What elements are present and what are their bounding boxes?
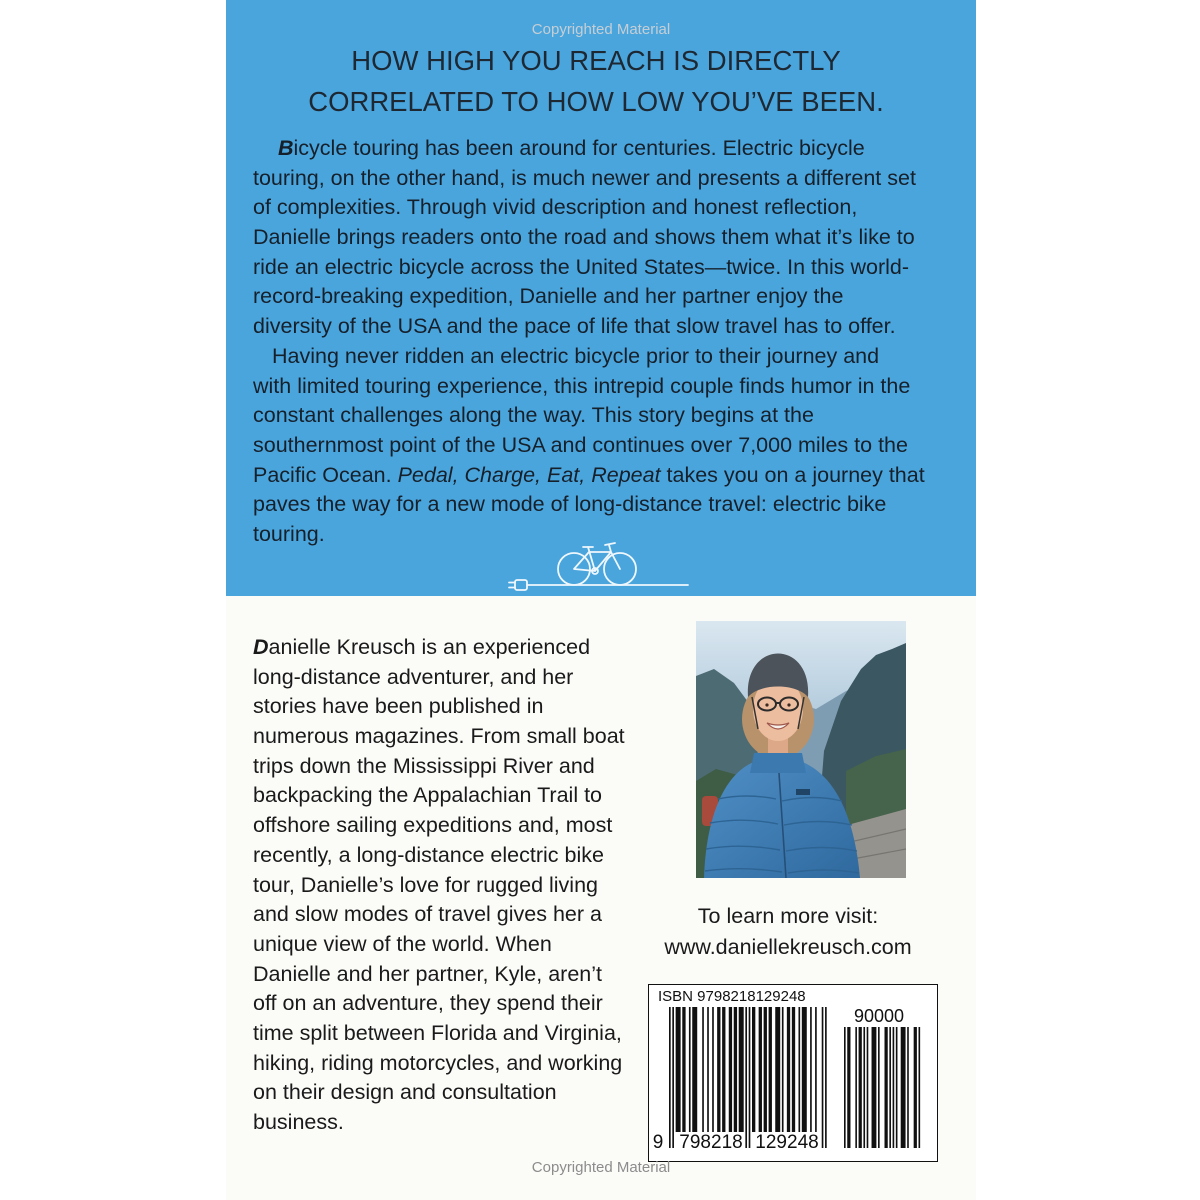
bio-line: recently, a long-distance electric bike [253,842,604,867]
description-line-text: Pacific Ocean. [253,462,398,487]
bio-line: time split between Florida and Virginia, [253,1020,622,1045]
photo-collar [750,753,806,773]
author-bio [253,633,673,1138]
barcode-bar [787,1007,790,1132]
bio-line: Danielle and her partner, Kyle, aren’t [253,961,602,986]
description-line: constant challenges along the way. This story begins at the [253,403,814,428]
bio-line-text: anielle Kreusch is an experienced [268,635,591,659]
barcode-bar [759,1007,762,1132]
bio-line: backpacking the Appalachian Trail to [253,783,603,808]
addon-barcode-bar [847,1027,850,1148]
photo-eye-right [787,703,790,706]
barcode-addon-number: 90000 [854,1006,905,1026]
barcode-right-digits: 129248 [755,1132,819,1153]
bio-line: long-distance adventurer, and her [253,664,574,689]
barcode-bar [769,1007,772,1132]
bio-line: tour, Danielle’s love for rugged living [253,872,598,897]
barcode-bar [689,1007,691,1132]
bio-initial: D [253,635,269,659]
addon-barcode-bar [907,1027,909,1148]
barcode-bar [749,1007,751,1148]
addon-barcode-bar [896,1027,898,1148]
bio-line: numerous magazines. From small boat [253,724,625,749]
description-line: Having never ridden an electric bicycle prior to their journey and [272,343,880,368]
barcode-bar [782,1007,784,1132]
barcode-bar [712,1007,714,1132]
description-initial: B [278,136,294,160]
description-line [253,461,965,491]
book-description [253,134,965,550]
barcode-bar [669,1007,671,1148]
electric-bicycle-plug-icon [505,535,695,595]
headline [226,40,966,122]
addon-barcode-bar [914,1027,917,1148]
bike-frame [574,545,620,571]
addon-barcode-bar [919,1027,921,1148]
copyright-watermark-bottom: Copyrighted Material [531,1159,671,1176]
blurb-panel [226,0,976,596]
author-photo [696,621,906,878]
copyright-watermark-top: Copyrighted Material [531,21,671,38]
barcode-bar [672,1007,674,1148]
addon-barcode-bar [901,1027,906,1148]
description-line: record-breaking expedition, Danielle and her partner enjoy the [253,284,844,309]
bio-line: and slow modes of travel gives her a [253,902,602,927]
description-line: paves the way for a new mode of long-distance travel: electric bike [253,492,887,517]
addon-barcode-bar [889,1027,891,1148]
book-title-italic: Pedal, Charge, Eat, Repeat [397,462,661,487]
addon-barcode-bar [844,1027,846,1148]
website-url: www.daniellekreusch.com [664,935,912,959]
barcode-left-digits: 798218 [679,1132,743,1153]
barcode-bar [676,1007,681,1132]
bio-line: offshore sailing expeditions and, most [253,813,613,838]
barcode-bar [802,1007,807,1132]
description-line: diversity of the USA and the pace of life that slow travel has to offer. [253,314,896,339]
description-line: southernmost point of the USA and continues over 7,000 miles to the [253,432,908,457]
plug-body [515,580,527,590]
headline-line-1: HOW HIGH YOU REACH IS DIRECTLY [351,45,841,76]
description-line: of complexities. Through vivid description and honest reflection, [253,195,858,220]
description-line: Danielle brings readers onto the road and shows them what it’s like to [253,225,915,250]
barcode-bar [752,1007,755,1132]
barcode-lead-digit: 9 [652,1132,664,1153]
photo-eye-left [765,703,768,706]
bio-line: stories have been published in [253,694,544,719]
bio-line: unique view of the world. When [253,931,552,956]
bio-line: business. [253,1110,344,1134]
headline-line-2: CORRELATED TO HOW LOW YOU’VE BEEN. [308,86,884,117]
barcode-bar [729,1007,732,1132]
bio-line: off on an adventure, they spend their [253,991,603,1016]
barcode-bar [792,1007,795,1132]
addon-barcode-bar [878,1027,880,1148]
barcode-bar [764,1007,767,1132]
bio-line: trips down the Mississippi River and [253,753,595,778]
description-line: ride an electric bicycle across the United States—twice. In this world- [253,254,910,279]
isbn-barcode-box [648,984,938,1162]
barcode-bar [822,1007,824,1148]
barcode-bar [717,1007,720,1132]
addon-barcode-bar [893,1027,895,1148]
barcode-bar [798,1007,800,1132]
bio-line [253,633,673,663]
barcode-bar [739,1007,744,1132]
description-line-text: icycle touring has been around for centuries. Electric bicycle [293,136,865,160]
addon-barcode-bar [885,1027,888,1148]
description-line [253,134,965,164]
barcode-bar [815,1007,817,1132]
description-line: with limited touring experience, this intrepid couple finds humor in the [253,373,911,398]
plug-prongs [509,583,515,588]
addon-barcode-bar [863,1027,865,1148]
description-line: touring. [253,521,325,546]
photo-jacket-logo [796,789,810,795]
barcode-bar [707,1007,709,1132]
barcode-bar [810,1007,812,1132]
website-info [642,901,934,963]
barcode-bar [734,1007,737,1132]
barcode-bar [745,1007,747,1148]
barcode-bar [682,1007,685,1132]
addon-barcode-bar [867,1027,869,1148]
bio-line: hiking, riding motorcycles, and working [253,1050,623,1075]
website-prompt: To learn more visit: [697,904,879,928]
barcode-bar [702,1007,704,1132]
barcode-bar [825,1007,827,1148]
author-panel [226,596,976,1200]
book-back-cover [226,0,976,1200]
description-line: touring, on the other hand, is much newer and presents a different set [253,165,916,190]
barcode-bar [692,1007,697,1132]
description-line-text: takes you on a journey that [660,462,925,487]
addon-barcode-bar [859,1027,862,1148]
barcode-bar [775,1007,780,1132]
addon-barcode-bar [855,1027,857,1148]
addon-barcode-bar [872,1027,877,1148]
isbn-label: ISBN 9798218129248 [658,988,806,1005]
handlebar [605,543,615,545]
barcode-bar [722,1007,725,1132]
bio-line: on their design and consultation [253,1080,557,1105]
